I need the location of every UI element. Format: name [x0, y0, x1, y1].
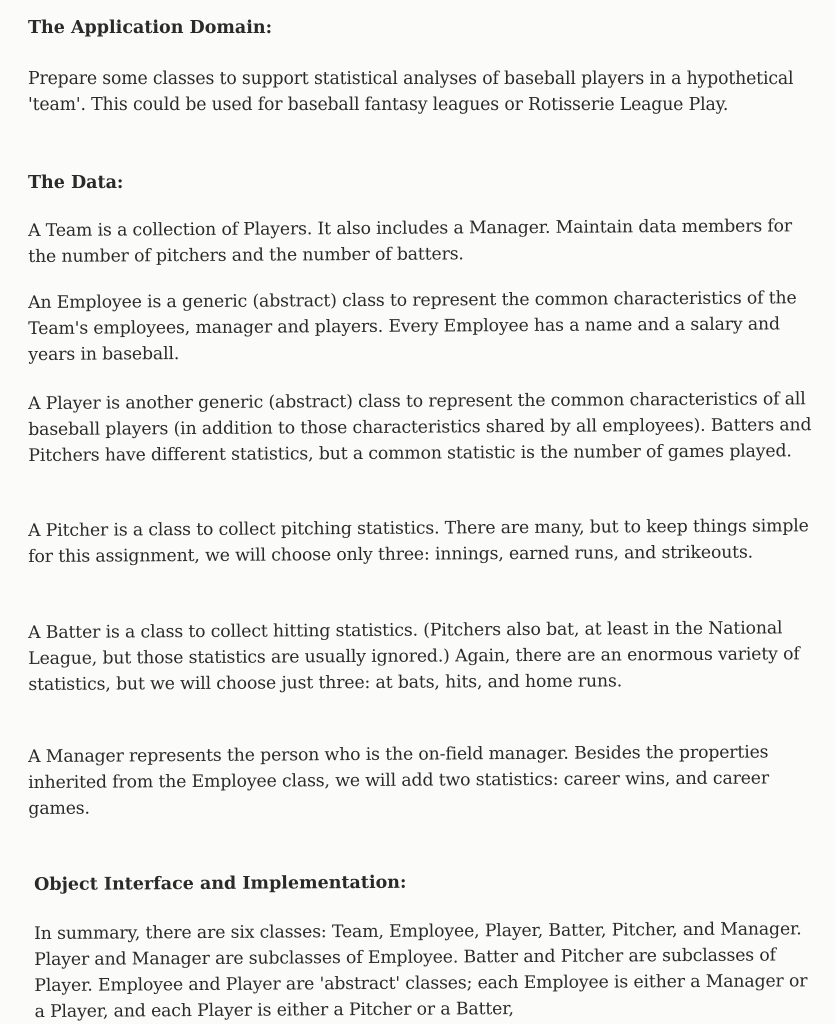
paragraph-player: A Player is another generic (abstract) class to represent the common characteristics of all baseball players (in addition to those characteristics shared by all employees). Batters and Pitchers have different statistics, but a common statistic is the number of games played.: [28, 389, 812, 466]
paragraph-team: A Team is a collection of Players. It also includes a Manager. Maintain data members for the number of pitchers and the number of batters.: [28, 216, 793, 267]
heading-object-interface: Object Interface and Implementation:: [34, 872, 407, 895]
paragraph-manager: A Manager represents the person who is the on-field manager. Besides the properties inherited from the Employee class, we will add two statistics: career wins, and career games.: [28, 742, 770, 819]
heading-the-data: The Data:: [28, 173, 124, 193]
heading-application-domain: The Application Domain:: [28, 18, 273, 38]
paragraph-application-domain: Prepare some classes to support statistical analyses of baseball players in a hypothetical 'team'. This could be used for baseball fantasy leagues or Rotisserie League Play.: [28, 69, 794, 115]
paragraph-summary: In summary, there are six classes: Team, Employee, Player, Batter, Pitcher, and Manager. Player and Manager are subclasses of Employee. Batter and Pitcher are subclasses of Player. Employee and Player are 'abstract' classes; each Employee is either a Manager or a Player, and each Player is either a Pitcher or a Batter,: [34, 919, 808, 1022]
paragraph-employee: An Employee is a generic (abstract) class to represent the common characteristics of the Team's employees, manager and players. Every Employee has a name and a salary and years in baseball.: [28, 288, 797, 365]
paragraph-batter: A Batter is a class to collect hitting statistics. (Pitchers also bat, at least in the National League, but those statistics are usually ignored.) Again, there are an enormous variety of statistics, but we will choose just three: at bats, hits, and home runs.: [28, 618, 800, 695]
paragraph-pitcher: A Pitcher is a class to collect pitching statistics. There are many, but to keep things simple for this assignment, we will choose only three: innings, earned runs, and strikeouts.: [28, 516, 809, 567]
